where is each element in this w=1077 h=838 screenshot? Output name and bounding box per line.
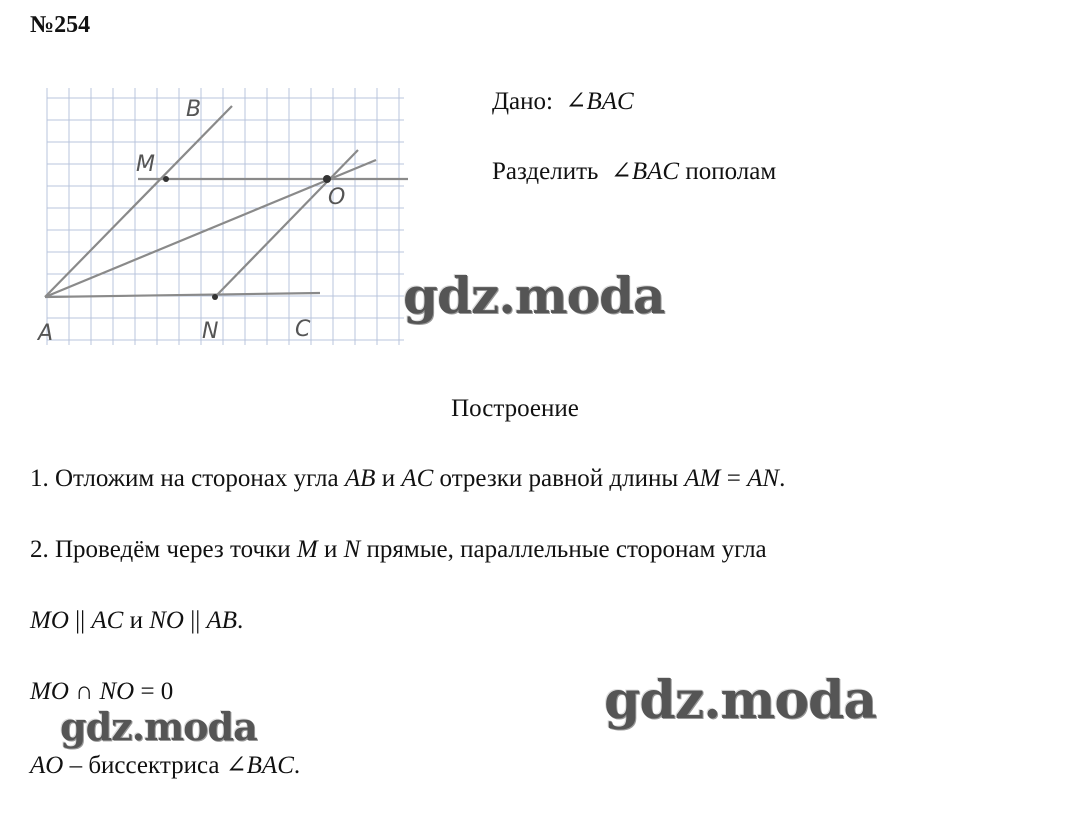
step-3: MO || AC и NO || AB. <box>30 607 244 634</box>
task-angle: BAC <box>631 158 680 185</box>
given-label: Дано: <box>492 88 553 115</box>
label-c: C <box>295 317 311 342</box>
watermark: gdz.moda <box>403 266 665 325</box>
task-line <box>492 156 776 186</box>
watermark: gdz.moda <box>60 704 257 749</box>
ray-ab <box>45 106 232 297</box>
point-n <box>212 294 218 300</box>
construction-drawing <box>30 80 420 355</box>
given-angle: BAC <box>586 88 634 115</box>
point-o <box>323 175 331 183</box>
construction-heading: Построение <box>451 395 579 422</box>
grid <box>47 88 404 345</box>
step-4: MO ∩ NO = 0 <box>30 678 174 705</box>
watermark: gdz.moda <box>604 670 877 731</box>
label-a: A <box>38 321 54 346</box>
label-b: B <box>186 97 202 122</box>
angle-symbol: ∠ <box>565 88 587 115</box>
label-n: N <box>202 319 219 344</box>
label-o: O <box>328 185 346 210</box>
step-5: AO – биссектриса ∠BAC. <box>30 752 301 779</box>
construction-lines <box>45 106 408 297</box>
label-m: M <box>136 152 155 177</box>
step-2: 2. Проведём через точки M и N прямые, параллельные сторонам угла <box>30 536 767 563</box>
task-tail: пополам <box>685 158 777 185</box>
point-m <box>163 176 169 182</box>
step-1: 1. Отложим на сторонах угла AB и AC отрезки равной длины AM = AN. <box>30 465 786 492</box>
task-text: Разделить <box>492 158 599 185</box>
given-line <box>492 86 634 116</box>
angle-symbol: ∠ <box>610 158 632 185</box>
problem-number: №254 <box>30 12 91 38</box>
line-no <box>215 150 358 297</box>
